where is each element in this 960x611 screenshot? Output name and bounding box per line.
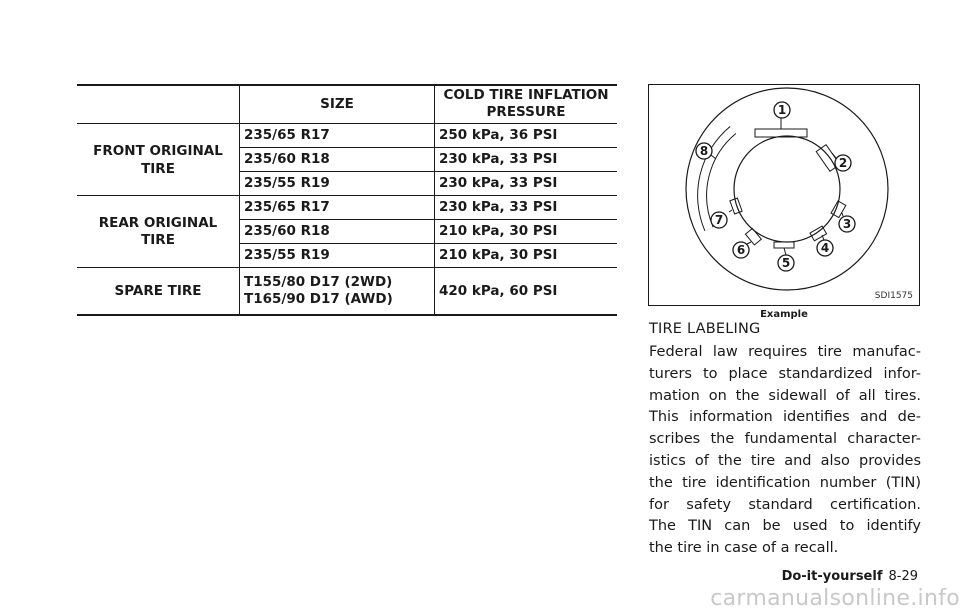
pressure-cell: 230 kPa, 33 PSI bbox=[435, 148, 618, 172]
sidewall-label-4 bbox=[810, 226, 827, 241]
leader-line-7 bbox=[729, 210, 732, 212]
callout-8-label: 8 bbox=[699, 144, 709, 158]
table-row bbox=[77, 268, 617, 316]
size-cell: T155/80 D17 (2WD) T165/90 D17 (AWD) bbox=[240, 268, 435, 316]
size-cell: 235/60 R18 bbox=[240, 148, 435, 172]
callout-5 bbox=[778, 255, 794, 271]
sidewall-label-6 bbox=[745, 228, 761, 245]
section-heading: TIRE LABELING bbox=[649, 321, 761, 337]
callout-4 bbox=[817, 240, 833, 256]
callout-7-label: 7 bbox=[714, 213, 724, 227]
tire-pressure-table bbox=[77, 84, 617, 316]
callout-1 bbox=[774, 102, 790, 118]
body-line: mation on the sidewall of all tires. bbox=[649, 387, 921, 404]
pressure-cell: 230 kPa, 33 PSI bbox=[435, 172, 618, 196]
size-cell: 235/55 R19 bbox=[240, 172, 435, 196]
header-pressure: COLD TIRE INFLATION PRESSURE bbox=[435, 85, 618, 124]
table-row bbox=[77, 124, 617, 148]
leader-line-2 bbox=[832, 153, 836, 158]
body-line: The TIN can be used to identify bbox=[649, 518, 921, 535]
callout-6-label: 6 bbox=[736, 243, 746, 257]
body-paragraph bbox=[649, 342, 921, 560]
footer-section: Do-it-yourself bbox=[781, 569, 883, 584]
pressure-cell: 230 kPa, 33 PSI bbox=[435, 196, 618, 220]
table-header-row bbox=[77, 85, 617, 124]
sidewall-label-5 bbox=[774, 242, 794, 248]
callout-7 bbox=[711, 212, 727, 228]
page-footer bbox=[782, 569, 918, 584]
size-cell: 235/65 R17 bbox=[240, 196, 435, 220]
header-position bbox=[77, 85, 240, 124]
pressure-cell: 250 kPa, 36 PSI bbox=[435, 124, 618, 148]
table-row bbox=[77, 196, 617, 220]
body-line: the tire identification number (TIN) bbox=[649, 474, 921, 491]
body-line: This information identifies and de- bbox=[649, 409, 921, 426]
size-cell: 235/60 R18 bbox=[240, 220, 435, 244]
page-number: 8-29 bbox=[888, 569, 918, 584]
callout-4-label: 4 bbox=[820, 241, 830, 255]
leader-line-5 bbox=[784, 248, 786, 255]
sidewall-label-7 bbox=[730, 198, 742, 214]
pressure-cell: 420 kPa, 60 PSI bbox=[439, 282, 558, 299]
callout-8 bbox=[696, 143, 712, 159]
size-cell: 235/65 R17 bbox=[240, 124, 435, 148]
callout-3-label: 3 bbox=[842, 217, 852, 231]
callout-3 bbox=[839, 216, 855, 232]
leader-line-3 bbox=[842, 213, 843, 216]
pressure-cell: 210 kPa, 30 PSI bbox=[435, 244, 618, 268]
body-line: for safety standard certification. bbox=[649, 496, 921, 513]
callout-5-label: 5 bbox=[781, 256, 791, 270]
watermark: carmanualsonline.info bbox=[710, 586, 960, 611]
tire-sidewall-diagram bbox=[649, 85, 921, 307]
tire-sidewall-figure bbox=[648, 84, 920, 306]
position-rear: REAR ORIGINAL TIRE bbox=[77, 196, 240, 268]
size-cell: 235/55 R19 bbox=[240, 244, 435, 268]
position-spare: SPARE TIRE bbox=[77, 268, 240, 316]
figure-code: SDI1575 bbox=[874, 291, 913, 301]
body-line: the tire in case of a recall. bbox=[649, 540, 839, 557]
callout-6 bbox=[733, 242, 749, 258]
callout-2-label: 2 bbox=[838, 156, 848, 170]
header-size: SIZE bbox=[240, 85, 435, 124]
leader-line-6 bbox=[747, 242, 751, 244]
rim-circle bbox=[734, 136, 840, 242]
body-line: istics of the tire and also provides bbox=[649, 452, 921, 469]
pressure-cell: 210 kPa, 30 PSI bbox=[435, 220, 618, 244]
body-line: scribes the fundamental character- bbox=[649, 431, 921, 448]
callout-2 bbox=[835, 155, 851, 171]
body-line: Federal law requires tire manufac- bbox=[649, 344, 921, 360]
position-front: FRONT ORIGINAL TIRE bbox=[77, 124, 240, 196]
callout-1-label: 1 bbox=[777, 103, 787, 117]
body-line: turers to place standardized infor- bbox=[649, 365, 921, 382]
figure-caption: Example bbox=[760, 309, 808, 320]
